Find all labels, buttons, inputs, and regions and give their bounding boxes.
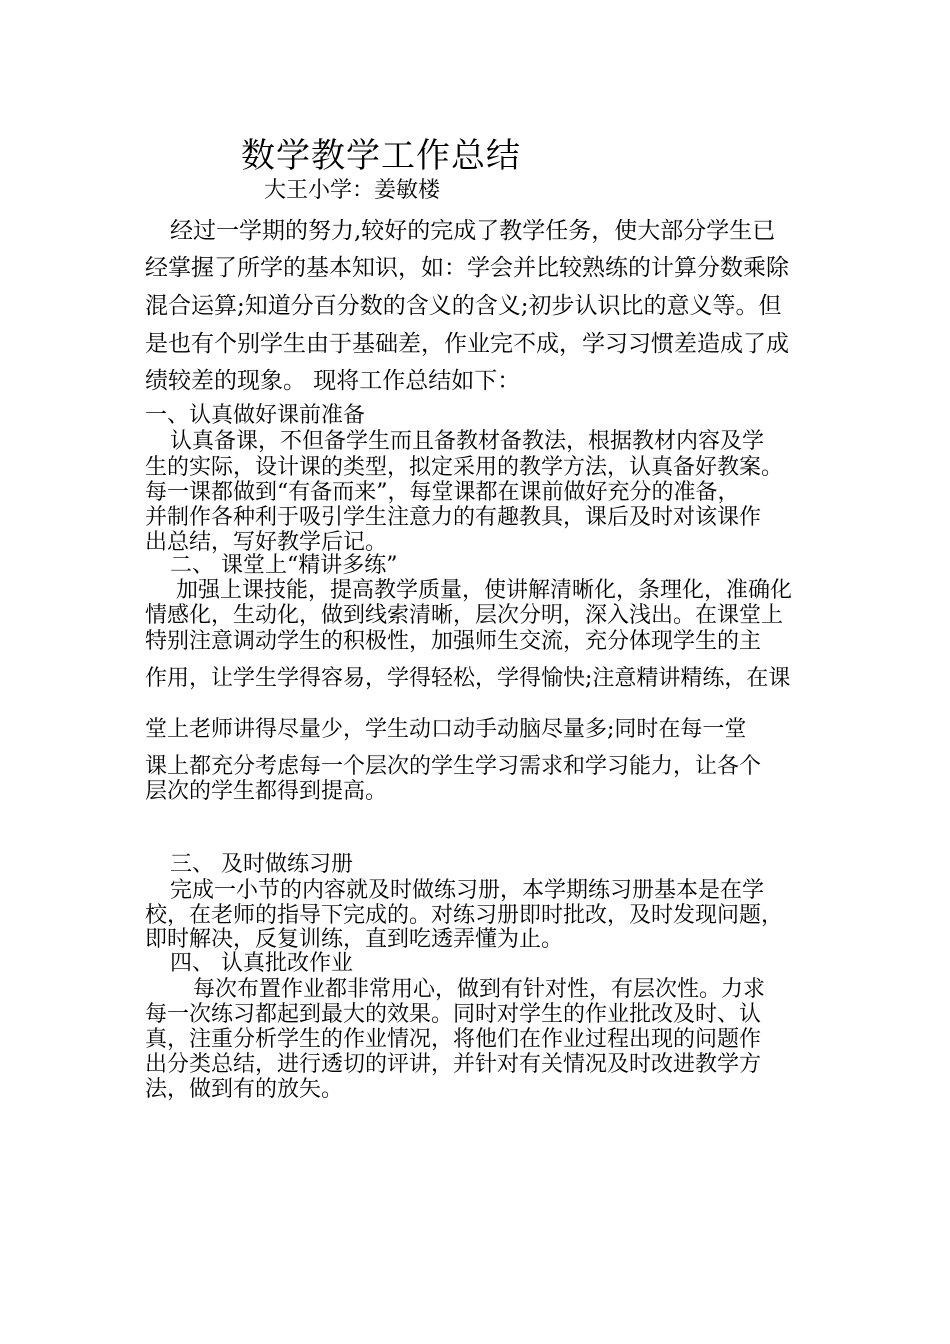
section-line: 每一次练习都起到最大的效果。同时对学生的作业批改及时、认 — [145, 1002, 762, 1027]
section-line: 即时解决，反复训练，直到吃透弄懂为止。 — [145, 927, 564, 952]
section-line: 课上都充分考虑每一个层次的学生学习需求和学习能力，让各个 — [145, 754, 762, 779]
section-line: 每次布置作业都非常用心，做到有针对性，有层次性。力求 — [193, 977, 766, 1002]
section-heading: 三、 及时做练习册 — [170, 852, 353, 877]
section-line: 层次的学生都得到提高。 — [145, 779, 388, 804]
section-line: 堂上老师讲得尽量少，学生动口动手动脑尽量多;同时在每一堂 — [145, 717, 747, 742]
document-author: 大王小学：姜敏楼 — [264, 178, 441, 203]
intro-line: 经过一学期的努力,较好的完成了教学任务，使大部分学生已 — [170, 218, 776, 244]
section-heading: 一、认真做好课前准备 — [145, 403, 366, 428]
intro-line: 绩较差的现象。 现将工作总结如下： — [145, 368, 521, 394]
document-title: 数学教学工作总结 — [241, 136, 521, 176]
section-line: 出分类总结，进行透切的评讲，并针对有关情况及时改进教学方 — [145, 1052, 762, 1077]
section-line: 完成一小节的内容就及时做练习册，本学期练习册基本是在学 — [170, 878, 765, 903]
section-line: 认真备课，不但备学生而且备教材备教法，根据教材内容及学 — [170, 429, 765, 454]
section-line: 出总结，写好教学后记。 — [145, 530, 388, 555]
section-line: 作用，让学生学得容易，学得轻松，学得愉快;注意精讲精练，在课 — [145, 666, 791, 691]
section-heading: 二、 课堂上“精讲多练” — [170, 553, 398, 578]
section-line: 并制作各种利于吸引学生注意力的有趣教具，课后及时对该课作 — [145, 505, 762, 530]
intro-line: 经掌握了所学的基本知识，如：学会并比较熟练的计算分数乘除 — [145, 255, 789, 281]
section-heading: 四、 认真批改作业 — [170, 951, 353, 976]
section-line: 情感化，生动化，做到线索清晰，层次分明，深入浅出。在课堂上 — [145, 603, 784, 628]
section-line: 加强上课技能，提高教学质量，使讲解清晰化，条理化，准确化 — [176, 578, 793, 603]
section-line: 校，在老师的指导下完成的。对练习册即时批改，及时发现问题， — [145, 903, 784, 928]
intro-line: 混合运算;知道分百分数的含义的含义;初步认识比的意义等。但 — [145, 293, 782, 319]
section-line: 真，注重分析学生的作业情况，将他们在作业过程出现的问题作 — [145, 1027, 762, 1052]
section-line: 生的实际，设计课的类型，拟定采用的教学方法，认真备好教案。 — [145, 455, 784, 480]
section-line: 特别注意调动学生的积极性，加强师生交流，充分体现学生的主 — [145, 629, 762, 654]
section-line: 法，做到有的放矢。 — [145, 1077, 344, 1102]
intro-line: 是也有个别学生由于基础差，作业完不成，学习习惯差造成了成 — [145, 331, 789, 357]
section-line: 每一课都做到“有备而来”，每堂课都在课前做好充分的准备， — [145, 480, 740, 505]
